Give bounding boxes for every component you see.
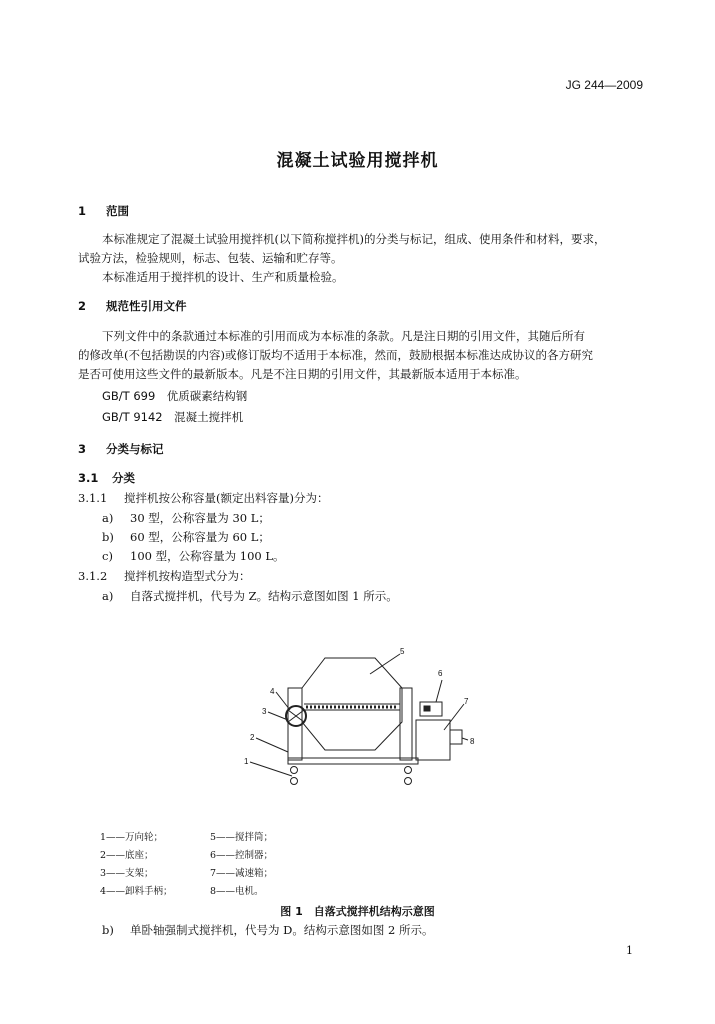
sec1-para2: 本标准适用于搅拌机的设计、生产和质量检验。 <box>102 270 344 284</box>
callout-6: 6 <box>438 669 443 678</box>
item-text: 自落式搅拌机，代号为 Z。结构示意图如图 1 所示。 <box>130 589 398 603</box>
clause-number: 3.1.2 <box>78 569 108 583</box>
section-number: 1 <box>78 204 87 218</box>
sec1-para1-line1: 本标准规定了混凝土试验用搅拌机(以下简称搅拌机)的分类与标记，组成、使用条件和材料，要求， <box>102 232 606 246</box>
section-title: 分类与标记 <box>106 442 164 456</box>
section-title: 分类 <box>112 471 135 485</box>
clause-number: 3.1.1 <box>78 491 108 505</box>
standard-number: JG 244—2009 <box>565 78 643 92</box>
section-2-heading <box>78 298 187 314</box>
section-number: 3.1 <box>78 471 99 485</box>
sec2-para-line2: 的修改单(不包括勘误的内容)或修订版均不适用于本标准，然而，鼓励根据本标准达成协议的各方研究 <box>78 348 593 362</box>
legend-item-7: 7——减速箱； <box>210 868 274 879</box>
callout-2: 2 <box>250 733 255 742</box>
legend-item-5: 5——搅拌筒； <box>210 832 274 843</box>
section-title: 规范性引用文件 <box>106 299 187 313</box>
reference-1: GB/T 699 优质碳素结构钢 <box>102 389 248 403</box>
controller-box <box>420 702 442 716</box>
clause-text: 搅拌机按构造型式分为： <box>124 569 251 583</box>
document-title: 混凝土试验用搅拌机 <box>276 151 439 171</box>
item-label: a) <box>102 589 114 603</box>
structure-item-b <box>102 922 434 938</box>
gearbox <box>416 720 450 760</box>
motor <box>450 730 462 744</box>
item-label: a) <box>102 511 114 525</box>
structure-item-a <box>102 588 398 604</box>
callout-3: 3 <box>262 707 267 716</box>
casters <box>291 767 412 785</box>
sec2-para-line3: 是否可使用这些文件的最新版本。凡是不注日期的引用文件，其最新版本适用于本标准。 <box>78 367 527 381</box>
callout-1: 1 <box>244 757 249 766</box>
item-label: b) <box>102 530 114 544</box>
page-number: 1 <box>626 944 633 957</box>
callout-7: 7 <box>464 697 469 706</box>
sec2-para-line1: 下列文件中的条款通过本标准的引用而成为本标准的条款。凡是注日期的引用文件，其随后所有 <box>102 329 585 343</box>
legend-item-1: 1——万向轮； <box>100 832 164 843</box>
legend-item-2: 2——底座； <box>100 850 154 861</box>
callout-5: 5 <box>400 647 405 656</box>
section-1-heading <box>78 203 129 219</box>
type-item-a <box>102 510 270 526</box>
callout-4: 4 <box>270 687 275 696</box>
reference-2: GB/T 9142 混凝土搅拌机 <box>102 410 244 424</box>
clause-text: 搅拌机按公称容量(额定出料容量)分为： <box>124 491 329 505</box>
mixing-drum <box>302 658 402 750</box>
legend-item-3: 3——支架； <box>100 868 154 879</box>
legend-item-4: 4——卸料手柄； <box>100 886 173 897</box>
legend-item-8: 8——电机。 <box>210 886 264 897</box>
item-label: c) <box>102 549 113 563</box>
item-text: 100 型，公称容量为 100 L。 <box>130 549 285 563</box>
sec1-para1-line2: 试验方法，检验规则，标志、包装、运输和贮存等。 <box>78 251 343 265</box>
base-frame <box>288 758 418 764</box>
item-text: 60 型，公称容量为 60 L； <box>130 530 270 544</box>
legend-item-6: 6——控制器； <box>210 850 274 861</box>
section-number: 2 <box>78 299 87 313</box>
callout-8: 8 <box>470 737 475 746</box>
section-3-heading <box>78 441 164 457</box>
section-3-1-heading <box>78 470 135 486</box>
mixer-structure-diagram <box>230 640 500 800</box>
item-text: 单卧轴强制式搅拌机，代号为 D。结构示意图如图 2 所示。 <box>130 923 434 937</box>
clause-3-1-1 <box>78 490 328 506</box>
item-text: 30 型，公称容量为 30 L； <box>130 511 270 525</box>
clause-3-1-2 <box>78 568 251 584</box>
type-item-c <box>102 548 285 564</box>
item-label: b) <box>102 923 114 937</box>
section-number: 3 <box>78 442 87 456</box>
section-title: 范围 <box>106 204 129 218</box>
type-item-b <box>102 529 270 545</box>
figure-caption: 图 1 自落式搅拌机结构示意图 <box>280 905 435 918</box>
